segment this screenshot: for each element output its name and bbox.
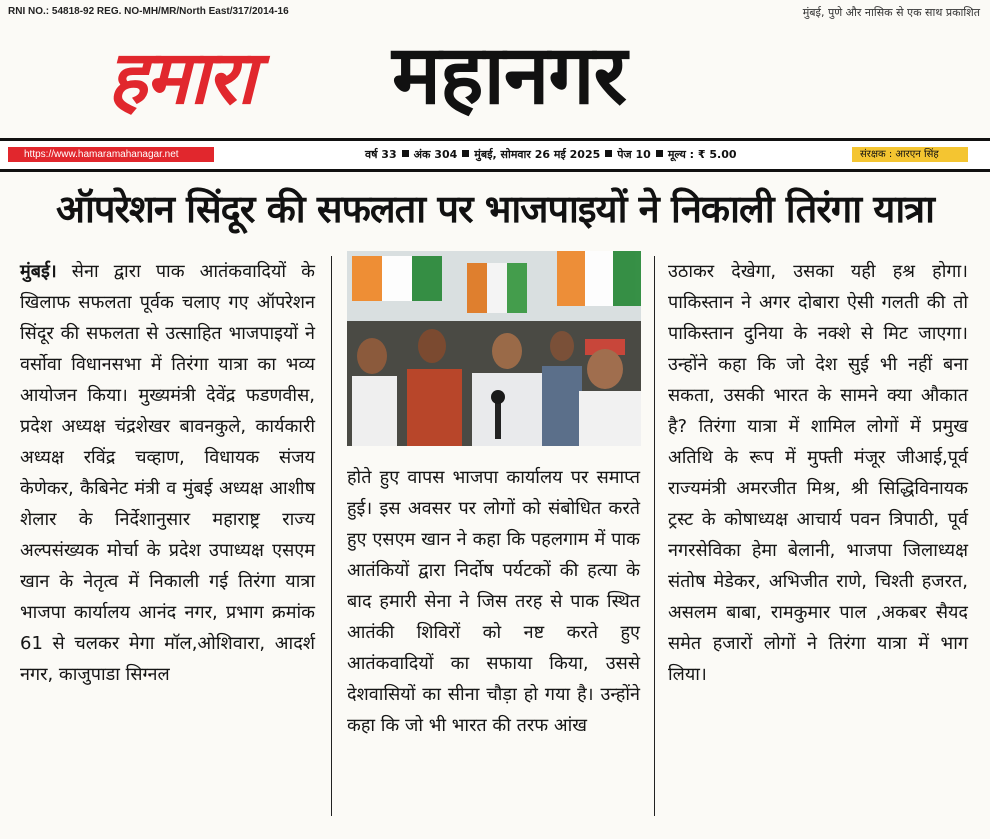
- patron-label: संरक्षक : आरएन सिंह: [852, 147, 968, 162]
- article-column-1: [20, 256, 315, 690]
- top-strip: [0, 0, 990, 22]
- issue-details: [365, 147, 737, 163]
- square-bullet-icon: [605, 150, 612, 157]
- column-divider: [331, 256, 332, 816]
- issue-year: वर्ष 33: [365, 148, 397, 161]
- article-dateline: मुंबई।: [20, 261, 57, 282]
- editions-tagline: मुंबई, पुणे और नासिक से एक साथ प्रकाशित: [802, 6, 980, 19]
- square-bullet-icon: [402, 150, 409, 157]
- square-bullet-icon: [656, 150, 663, 157]
- article-column-3: उठाकर देखेगा, उसका यही हश्र होगा। पाकिस्तान ने अगर दोबारा ऐसी गलती की तो पाकिस्तान दुनिया के नक्शे से मिट जाएगा। उन्होंने कहा कि जो देश सुई भी नहीं बना सकता, उसकी भारत के सामने क्या औकात है? तिरंगा यात्रा में शामिल लोगों में प्रमुख अतिथि के रूप में मुफ्ती मंजूर जीआई,पूर्व राज्यमंत्री अमरजीत मिश्र, श्री सिद्धिविनायक ट्रस्ट के कोषाध्यक्ष आचार्य पवन त्रिपाठी, पूर्व नगरसेविका हेमा बेलानी, भाजपा जिलाध्यक्ष संतोष मेडेकर, अभिजीत राणे, चिश्ती हजरत, असलम बाबा, रामकुमार पाल ,अकबर सैयद समेत हजारों लोगों ने तिरंगा यात्रा में भाग लिया।: [668, 261, 968, 685]
- masthead-title-red: हमारा: [108, 35, 255, 121]
- website-link[interactable]: https://www.hamaramahanagar.net: [8, 147, 214, 162]
- masthead-title-black: महानगर: [392, 28, 627, 123]
- column-1-text: सेना द्वारा पाक आतंकवादियों के खिलाफ सफलता पूर्वक चलाए गए ऑपरेशन सिंदूर की सफलता से उत्साहित भाजपाइयों ने वर्सोवा विधानसभा में तिरंगा यात्रा का भव्य आयोजन किया। मुख्यमंत्री देवेंद्र फडणवीस, प्रदेश अध्यक्ष चंद्रशेखर बावनकुले, कार्यकारी अध्यक्ष रविंद्र चव्हाण, विधायक संजय केणेकर, कैबिनेट मंत्री व मुंबई अध्यक्ष आशीष शेलार के निर्देशानुसार महाराष्ट्र राज्य अल्पसंख्यक मोर्चा के प्रदेश उपाध्यक्ष एसएम खान के नेतृत्व में निकाली गई तिरंगा यात्रा भाजपा कार्यालय आनंद नगर, प्रभाग क्रमांक 61 से चलकर मेगा मॉल,ओशिवारा, आदर्श नगर, काजुपाडा सिग्नल: [20, 261, 315, 685]
- price: मूल्य : ₹ 5.00: [667, 148, 737, 161]
- issue-number: अंक 304: [413, 148, 458, 161]
- article-headline: ऑपरेशन सिंदूर की सफलता पर भाजपाइयों ने निकाली तिरंगा यात्रा: [55, 187, 934, 231]
- article-column-2: होते हुए वापस भाजपा कार्यालय पर समाप्त हुई। इस अवसर पर लोगों को संबोधित करते हुए एसएम खान ने कहा कि पहलगाम में पाक आतंकियों द्वारा निर्दोष पर्यटकों की हत्या के बाद हमारी सेना ने जिस तरह से पाक स्थित आतंकी शिविरों को नष्ट करते हुए आतंकवादियों का सफाया किया, उससे देशवासियों का सीना चौड़ा हो गया है। उन्होंने कहा कि जो भी भारत की तरफ आंख: [347, 467, 640, 736]
- column-divider: [654, 256, 655, 816]
- square-bullet-icon: [462, 150, 469, 157]
- rally-photo: [347, 251, 641, 446]
- registration-number: RNI NO.: 54818-92 REG. NO-MH/MR/North East/317/2014-16: [8, 6, 289, 17]
- page-number: पेज 10: [617, 148, 651, 161]
- issue-date: मुंबई, सोमवार 26 मई 2025: [474, 148, 601, 161]
- issue-info-bar: [0, 138, 990, 172]
- rally-photo-illustration: [347, 251, 641, 446]
- masthead: [0, 22, 990, 134]
